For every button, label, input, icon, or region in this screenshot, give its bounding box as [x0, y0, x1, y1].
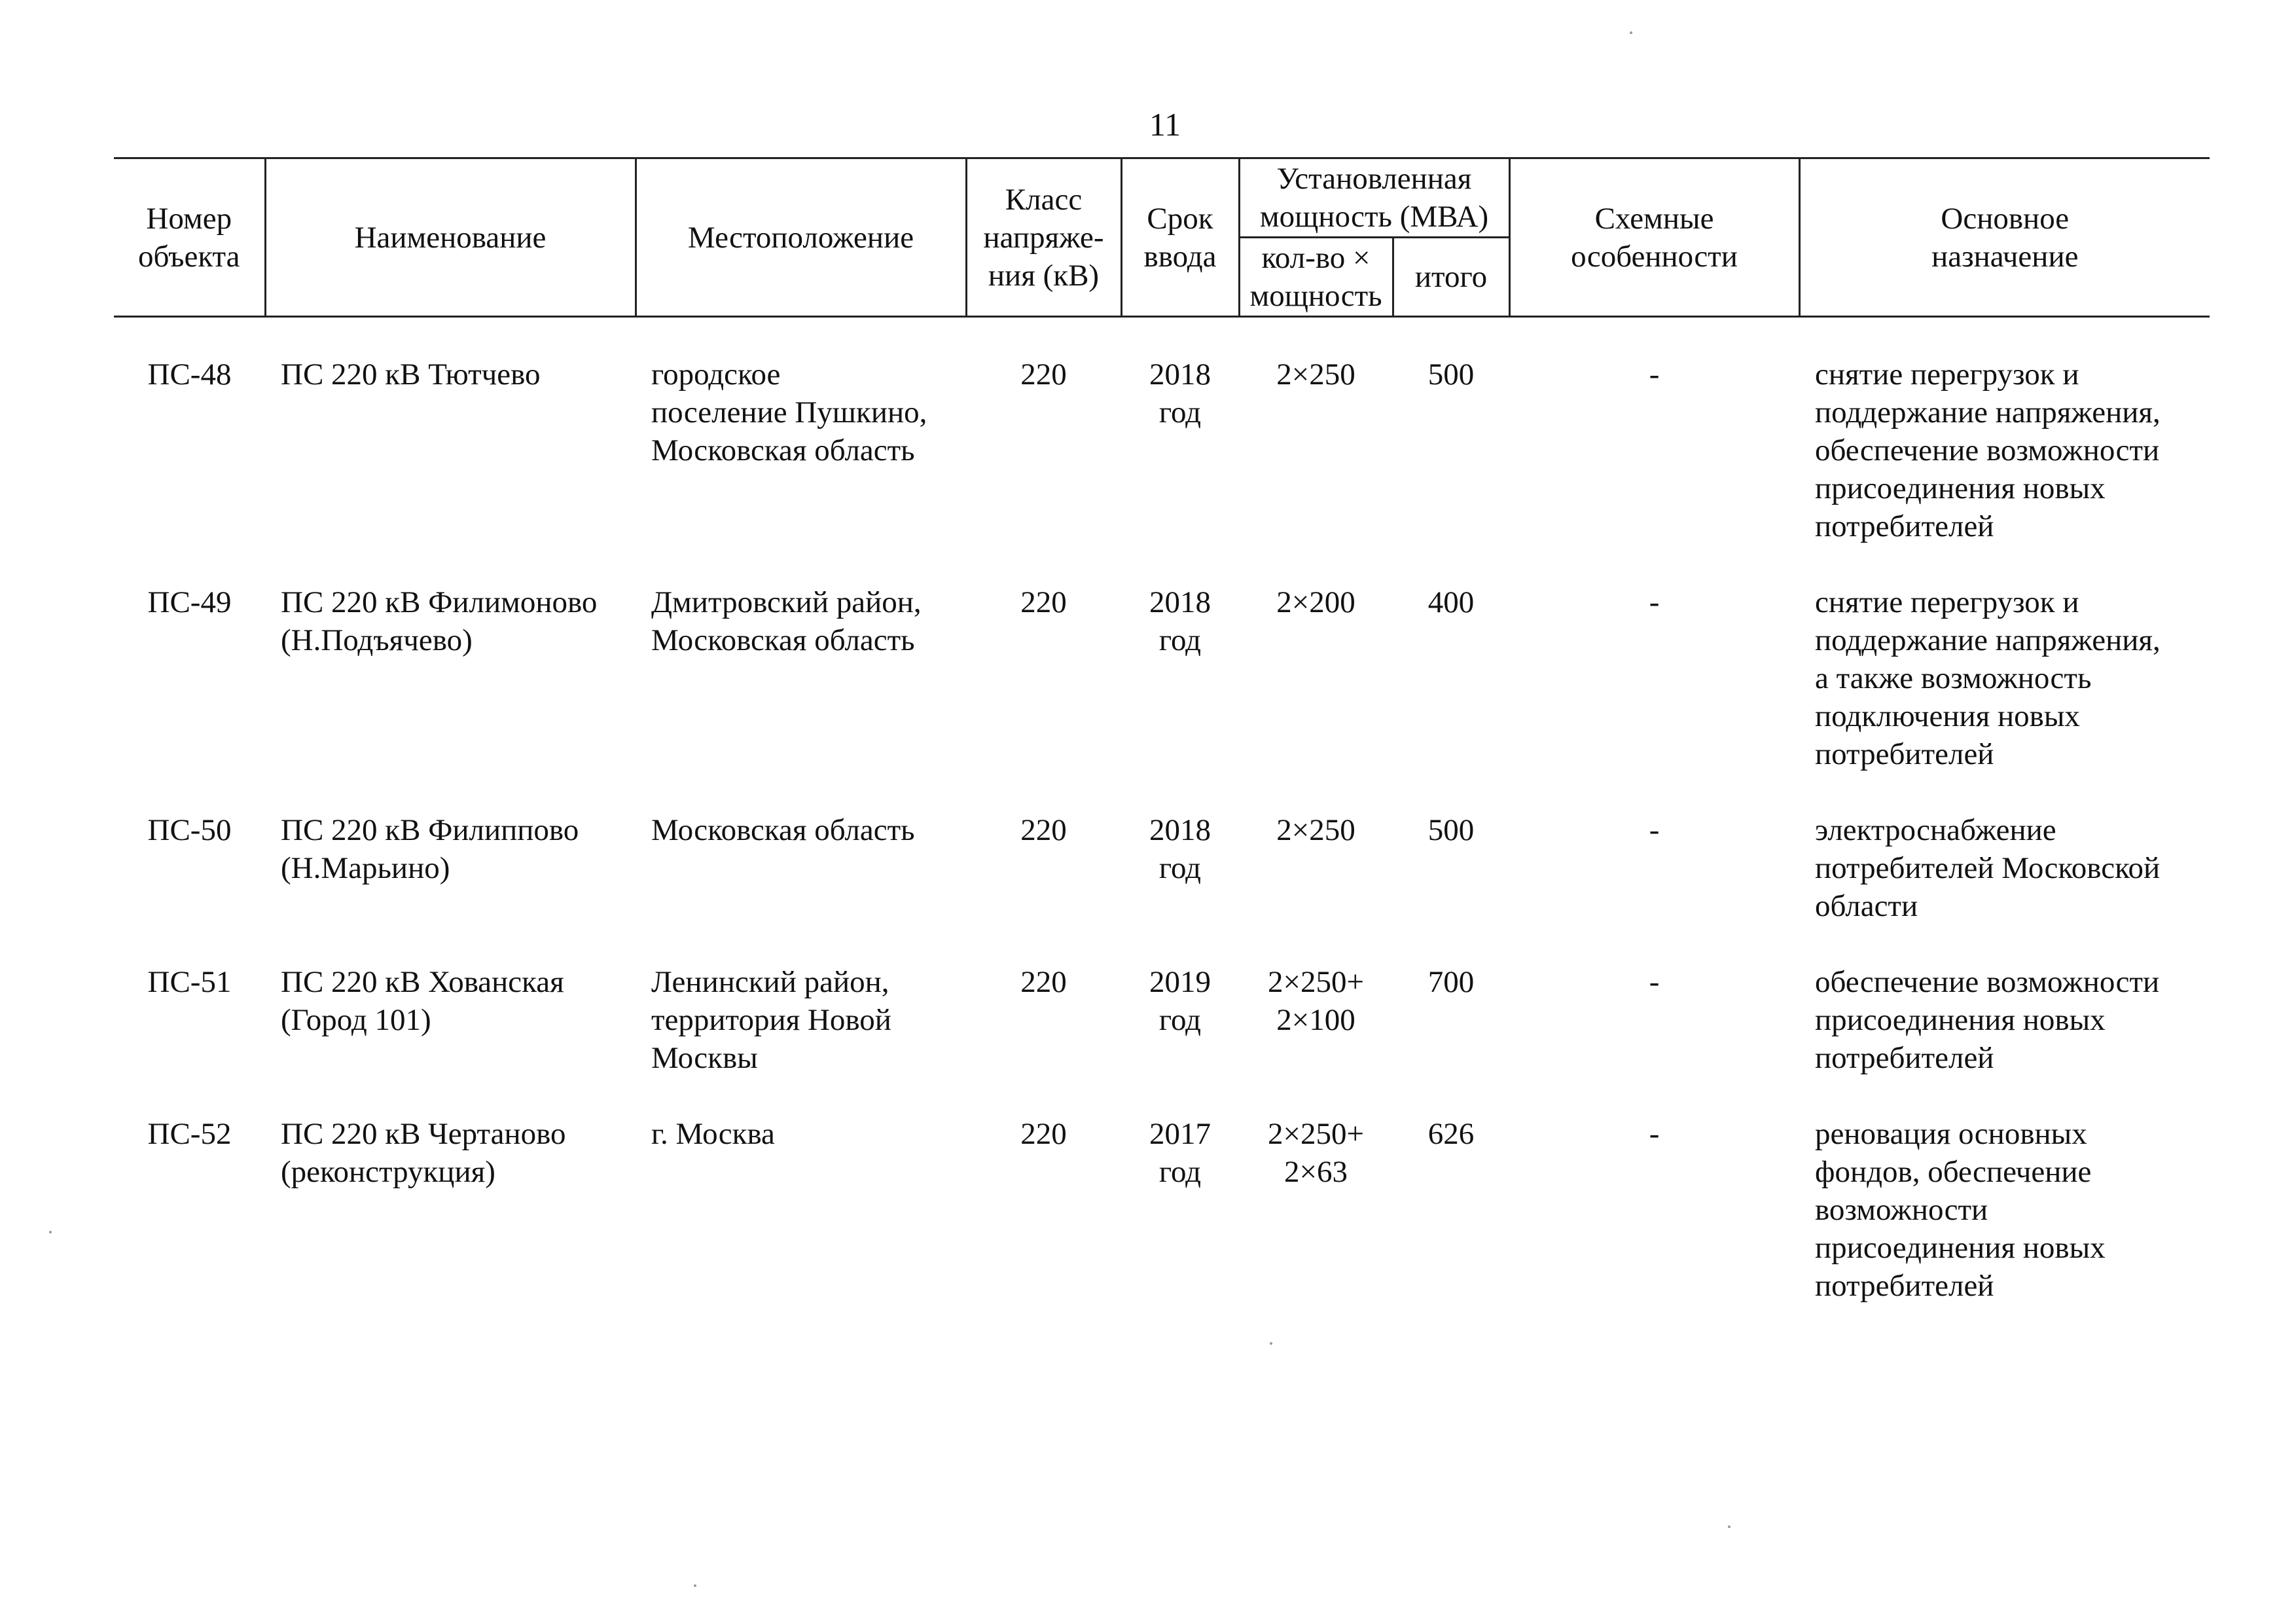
row-term: 2019 год [1149, 965, 1211, 1037]
row-purpose: обеспечение возможности присоединения новых потребителей [1815, 965, 2160, 1075]
table-header-row [114, 158, 2210, 238]
row-total: 700 [1427, 965, 1475, 999]
row-location: Дмитровский район, Московская область [651, 585, 922, 657]
row-qty-power: 2×200 [1276, 585, 1355, 619]
row-number: ПС-51 [147, 965, 232, 999]
table-row [114, 811, 2210, 963]
row-qty-power: 2×250 [1276, 357, 1355, 392]
row-features: - [1649, 965, 1660, 999]
row-voltage: 220 [1020, 357, 1067, 392]
table-row [114, 963, 2210, 1115]
row-qty-power: 2×250 [1276, 813, 1355, 847]
table-row [114, 1115, 2210, 1305]
header-qty-power: кол-во × мощность [1239, 238, 1393, 317]
row-name: ПС 220 кВ Хованская (Город 101) [281, 965, 564, 1037]
row-number: ПС-49 [147, 585, 232, 619]
substations-table [114, 157, 2210, 1305]
row-purpose: снятие перегрузок и поддержание напряжения, а также возможность подключения новых потребителей [1815, 585, 2161, 771]
header-purpose: Основное назначение [1799, 158, 2210, 317]
row-voltage: 220 [1020, 585, 1067, 619]
row-qty-power: 2×250+ 2×63 [1267, 1117, 1364, 1189]
row-features: - [1649, 813, 1660, 847]
row-term: 2018 год [1149, 357, 1211, 429]
row-number: ПС-48 [147, 357, 232, 392]
header-voltage: Класс напряже- ния (кВ) [966, 158, 1121, 317]
header-total: итого [1393, 238, 1509, 317]
scan-speck [1270, 1342, 1272, 1345]
header-name: Наименование [265, 158, 636, 317]
row-total: 400 [1427, 585, 1475, 619]
table-row [114, 356, 2210, 583]
row-qty-power: 2×250+ 2×100 [1267, 965, 1364, 1037]
row-number: ПС-52 [147, 1117, 232, 1151]
row-total: 500 [1427, 813, 1475, 847]
scan-speck [1728, 1525, 1731, 1528]
header-location: Местоположение [636, 158, 966, 317]
row-voltage: 220 [1020, 813, 1067, 847]
row-purpose: снятие перегрузок и поддержание напряжения, обеспечение возможности присоединения новых потребителей [1815, 357, 2161, 543]
header-term: Срок ввода [1121, 158, 1239, 317]
header-capacity: Установленная мощность (МВА) [1239, 158, 1509, 238]
row-total: 500 [1427, 357, 1475, 392]
scan-speck [1630, 31, 1632, 34]
table-row [114, 583, 2210, 811]
header-features: Схемные особенности [1509, 158, 1799, 317]
row-term: 2018 год [1149, 813, 1211, 885]
row-name: ПС 220 кВ Тютчево [281, 357, 541, 392]
row-voltage: 220 [1020, 1117, 1067, 1151]
row-purpose: реновация основных фондов, обеспечение возможности присоединения новых потребителей [1815, 1117, 2106, 1303]
page-number: 11 [1149, 106, 1181, 143]
row-features: - [1649, 357, 1660, 392]
row-location: Ленинский район, территория Новой Москвы [651, 965, 891, 1075]
scan-speck [49, 1231, 52, 1233]
row-name: ПС 220 кВ Чертаново (реконструкция) [281, 1117, 566, 1189]
row-features: - [1649, 1117, 1660, 1151]
row-purpose: электроснабжение потребителей Московской области [1815, 813, 2161, 923]
header-number: Номер объекта [114, 158, 265, 317]
row-voltage: 220 [1020, 965, 1067, 999]
row-location: г. Москва [651, 1117, 775, 1151]
row-term: 2018 год [1149, 585, 1211, 657]
scan-speck [694, 1584, 696, 1587]
row-name: ПС 220 кВ Филимоново (Н.Подъячево) [281, 585, 598, 657]
row-term: 2017 год [1149, 1117, 1211, 1189]
row-name: ПС 220 кВ Филиппово (Н.Марьино) [281, 813, 579, 885]
row-location: городское поселение Пушкино, Московская область [651, 357, 927, 467]
row-number: ПС-50 [147, 813, 232, 847]
row-features: - [1649, 585, 1660, 619]
row-total: 626 [1427, 1117, 1475, 1151]
row-location: Московская область [651, 813, 915, 847]
